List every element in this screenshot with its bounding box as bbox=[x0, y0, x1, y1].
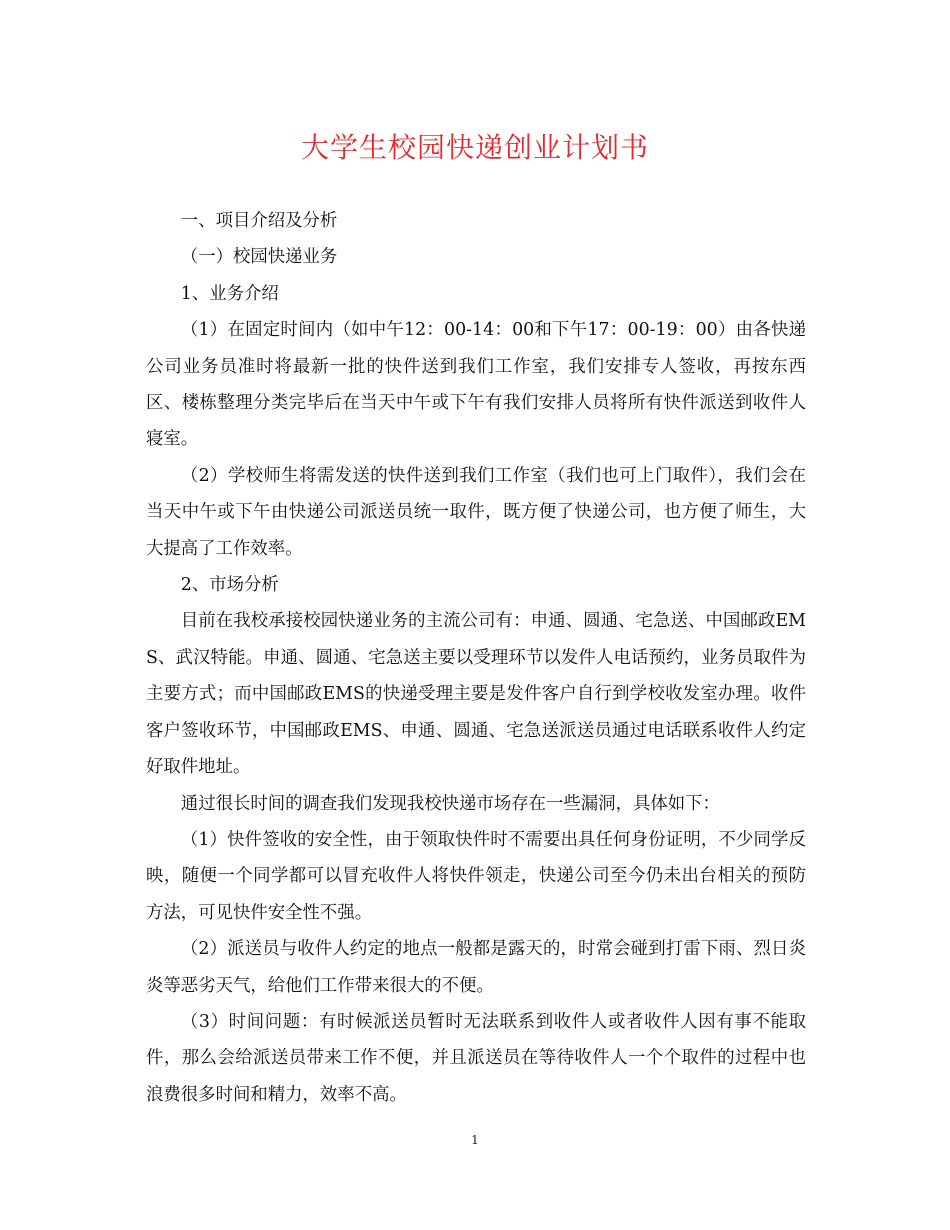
document-body bbox=[146, 203, 806, 1113]
document-title: 大学生校园快递创业计划书 bbox=[300, 131, 649, 164]
body-paragraph: 通过很长时间的调查我们发现我校快递市场存在一些漏洞，具体如下： bbox=[180, 793, 720, 814]
body-paragraph: （2）派送员与收件人约定的地点一般都是露天的，时常会碰到打雷下雨、烈日炎炎等恶劣天气，给他们工作带来很大的不便。 bbox=[146, 939, 806, 996]
body-paragraph: （3）时间问题：有时候派送员暂时无法联系到收件人或者收件人因有事不能取件，那么会给派送员带来工作不便，并且派送员在等待收件人一个个取件的过程中也浪费很多时间和精力，效率不高。 bbox=[146, 1011, 806, 1105]
subsection-heading: （一）校园快递业务 bbox=[180, 247, 338, 268]
body-paragraph: （1）快件签收的安全性，由于领取快件时不需要出具任何身份证明，不少同学反映，随便一个同学都可以冒充收件人将快件领走，快递公司至今仍未出台相关的预防方法，可见快件安全性不强。 bbox=[146, 829, 806, 923]
body-paragraph: （1）在固定时间内（如中午12：00-14：00和下午17：00-19：00）由各快递公司业务员准时将最新一批的快件送到我们工作室，我们安排专人签收，再按东西区、楼栋整理分类完毕后在当天中午或下午有我们安排人员将所有快件派送到收件人寝室。 bbox=[146, 320, 806, 450]
section-heading: 一、项目介绍及分析 bbox=[180, 211, 338, 231]
page-number: 1 bbox=[471, 1133, 479, 1147]
body-paragraph: 目前在我校承接校园快递业务的主流公司有：申通、圆通、宅急送、中国邮政EMS、武汉特能。申通、圆通、宅急送主要以受理环节以发件人电话预约，业务员取件为主要方式；而中国邮政EMS的快递受理主要是发件客户自行到学校收发室办理。收件客户签收环节，中国邮政EMS、申通、圆通、宅急送派送员通过电话联系收件人约定好取件地址。 bbox=[146, 611, 806, 778]
item-heading: 1、业务介绍 bbox=[180, 283, 279, 304]
item-heading: 2、市场分析 bbox=[180, 575, 279, 596]
body-paragraph: （2）学校师生将需发送的快件送到我们工作室（我们也可上门取件），我们会在当天中午或下午由快递公司派送员统一取件，既方便了快递公司，也方便了师生，大大提高了工作效率。 bbox=[146, 465, 806, 559]
